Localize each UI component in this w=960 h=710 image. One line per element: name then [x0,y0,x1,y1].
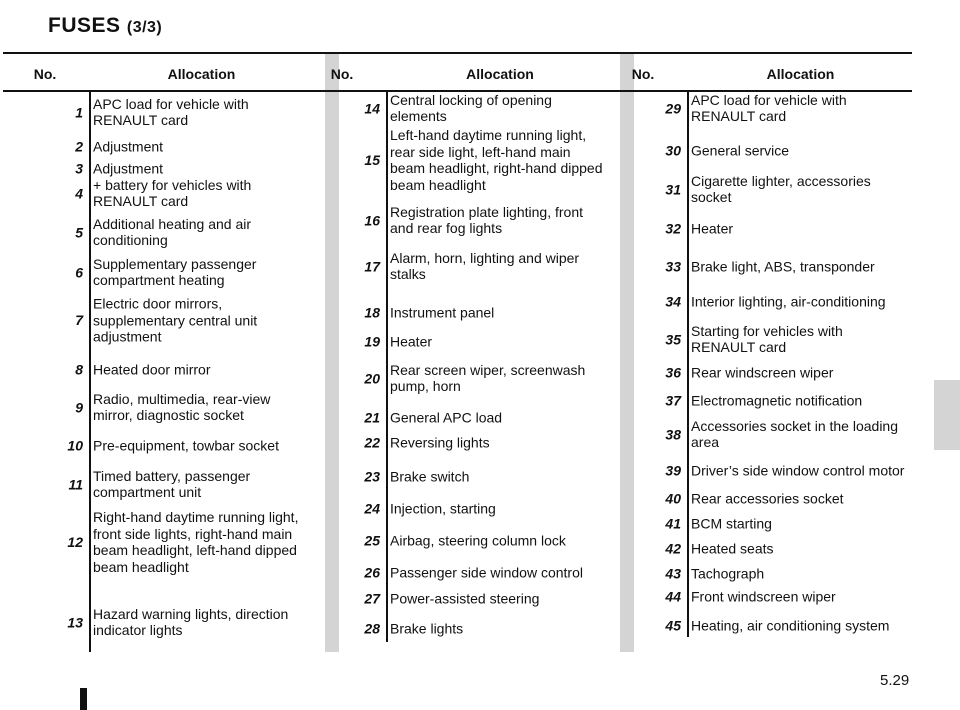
fuse-allocation: Airbag, steering column lock [390,531,566,548]
table-row [3,361,312,378]
fuse-allocation: Heating, air conditioning system [691,616,890,633]
fuse-number: 45 [665,617,681,633]
fuse-number: 31 [665,181,681,197]
fuse-allocation: APC load for vehicle with RENAULT card [691,91,847,124]
table-header [601,52,912,92]
fuse-number: 18 [364,304,380,320]
table-row [601,293,912,310]
fuse-allocation: Left-hand daytime running light, rear side light, left-hand main beam headlight, right-hand dipped beam headlight [390,127,603,193]
table-row [3,437,312,454]
fuse-allocation: Starting for vehicles with RENAULT card [691,322,843,355]
fuse-allocation: Heated seats [691,539,774,556]
table-row [601,364,912,381]
fuse-allocation: Brake switch [390,467,470,484]
fuse-allocation: Electromagnetic notification [691,391,863,408]
fuse-number: 25 [364,532,380,548]
header-allocation: Allocation [766,66,835,82]
fuse-number: 1 [75,104,83,120]
fuse-allocation: Timed battery, passenger compartment unit [93,467,251,500]
table-row [300,590,612,607]
table-row [601,173,912,206]
table-row [601,540,912,557]
fuse-number: 43 [665,565,681,581]
footer-mark [80,688,87,710]
fuse-number: 28 [364,620,380,636]
fuse-number: 13 [67,614,83,630]
table-row [300,620,612,637]
fuse-allocation: Right-hand daytime running light, front side lights, right-hand main beam headlight, left-hand dipped beam headlight [93,509,299,575]
title-part-indicator: (3/3) [126,19,163,36]
fuse-allocation: Injection, starting [390,499,496,516]
header-allocation: Allocation [466,66,534,82]
title-text: FUSES [48,14,121,37]
header-no: No. [33,66,57,82]
fuse-number: 10 [67,437,83,453]
table-row [601,142,912,159]
table-row [601,323,912,356]
fuse-number: 35 [665,331,681,347]
fuse-table-column-3 [601,52,912,652]
fuse-number: 15 [364,152,380,168]
fuse-allocation: General service [691,141,790,158]
table-row [300,532,612,549]
table-row [601,258,912,275]
fuse-allocation: Alarm, horn, lighting and wiper stalks [390,249,580,282]
fuse-allocation: Reversing lights [390,433,490,450]
table-header [300,52,612,92]
fuse-allocation: APC load for vehicle with RENAULT card [93,95,249,128]
table-row [3,509,312,575]
fuse-number: 3 [75,160,83,176]
fuse-number: 36 [665,364,681,380]
table-row [300,204,612,237]
fuse-allocation: Brake lights [390,619,464,636]
fuse-number: 22 [364,434,380,450]
table-row [300,304,612,321]
table-row [3,216,312,249]
fuse-allocation: Heater [390,332,433,349]
table-row [300,500,612,517]
fuse-number: 38 [665,426,681,442]
fuse-allocation: Adjustment [93,159,164,176]
table-row [601,220,912,237]
table-row [3,606,312,639]
table-row [300,92,612,125]
fuse-allocation: Interior lighting, air-conditioning [691,292,886,309]
header-allocation: Allocation [167,66,236,82]
fuse-allocation: Supplementary passenger compartment heating [93,255,257,288]
table-row [601,92,912,125]
header-no: No. [330,66,354,82]
fuse-allocation: Additional heating and air conditioning [93,215,252,248]
fuse-allocation: Rear accessories socket [691,489,844,506]
fuse-allocation: BCM starting [691,514,772,531]
fuse-number: 17 [364,258,380,274]
header-no: No. [631,66,655,82]
fuse-number: 14 [364,100,380,116]
fuse-number: 19 [364,333,380,349]
table-header [3,52,312,92]
fuse-allocation: Central locking of opening elements [390,91,552,124]
fuse-number: 9 [75,399,83,415]
fuse-allocation: Brake light, ABS, transponder [691,257,875,274]
fuse-number: 12 [67,534,83,550]
table-row [601,515,912,532]
fuse-number: 44 [665,588,681,604]
fuse-number: 4 [75,185,83,201]
fuse-number: 32 [665,220,681,236]
fuse-allocation: + battery for vehicles with RENAULT card [93,176,252,209]
fuse-number: 39 [665,462,681,478]
fuse-number: 11 [68,476,83,492]
table-row [3,391,312,424]
fuse-allocation: Passenger side window control [390,563,583,580]
fuse-allocation: Tachograph [691,564,765,581]
fuse-number: 30 [665,142,681,158]
fuse-allocation: Pre-equipment, towbar socket [93,436,279,453]
fuse-number: 20 [364,370,380,386]
fuse-allocation: Instrument panel [390,303,495,320]
table-row [601,617,912,634]
page-number: 5.29 [880,672,910,689]
table-row [3,468,312,501]
fuse-allocation: Electric door mirrors, supplementary central unit adjustment [93,295,258,345]
fuse-allocation: Power-assisted steering [390,589,540,606]
fuse-number: 2 [75,138,83,154]
fuse-number: 29 [665,100,681,116]
fuse-allocation: Rear screen wiper, screenwash pump, horn [390,361,586,394]
table-row [601,490,912,507]
table-row [300,333,612,350]
table-row [3,295,312,345]
fuse-number: 16 [364,212,380,228]
fuse-number: 24 [364,500,380,516]
fuse-allocation: Front windscreen wiper [691,587,836,604]
table-row [3,138,312,155]
fuse-allocation: Cigarette lighter, accessories socket [691,172,871,205]
fuse-table-column-2 [300,52,612,652]
table-row [300,127,612,193]
table-row [3,160,312,177]
table-row [3,96,312,129]
table-row [601,565,912,582]
table-row [3,177,312,210]
table-row [300,362,612,395]
fuse-number: 21 [364,409,380,425]
fuse-allocation: Adjustment [93,137,164,154]
fuse-number: 27 [364,590,380,606]
fuse-allocation: Rear windscreen wiper [691,363,834,380]
fuse-allocation: Registration plate lighting, front and rear fog lights [390,203,583,236]
fuse-number: 40 [665,490,681,506]
fuse-number: 33 [665,258,681,274]
chapter-tab [934,380,960,450]
fuse-number: 26 [364,564,380,580]
table-row [300,468,612,485]
fuse-number: 37 [665,392,681,408]
fuse-table-column-1 [3,52,312,652]
fuse-allocation: Hazard warning lights, direction indicator lights [93,605,289,638]
table-row [601,588,912,605]
fuse-allocation: Radio, multimedia, rear-view mirror, diagnostic socket [93,390,271,423]
fuse-number: 23 [364,468,380,484]
fuse-number: 42 [665,540,681,556]
fuse-allocation: General APC load [390,408,503,425]
table-row [601,462,912,479]
table-row [300,250,612,283]
fuse-number: 7 [75,312,83,328]
fuse-allocation: Accessories socket in the loading area [691,417,898,450]
table-row [300,409,612,426]
table-row [601,392,912,409]
table-row [601,418,912,451]
table-row [300,434,612,451]
fuse-number: 6 [75,264,83,280]
fuse-number: 34 [665,293,681,309]
table-row [3,256,312,289]
fuse-number: 41 [665,515,681,531]
table-row [300,564,612,581]
fuse-number: 8 [75,361,83,377]
fuse-allocation: Driver’s side window control motor [691,461,905,478]
fuse-allocation: Heater [691,219,734,236]
page-title [48,14,162,38]
fuse-number: 5 [75,224,83,240]
fuse-allocation: Heated door mirror [93,360,211,377]
